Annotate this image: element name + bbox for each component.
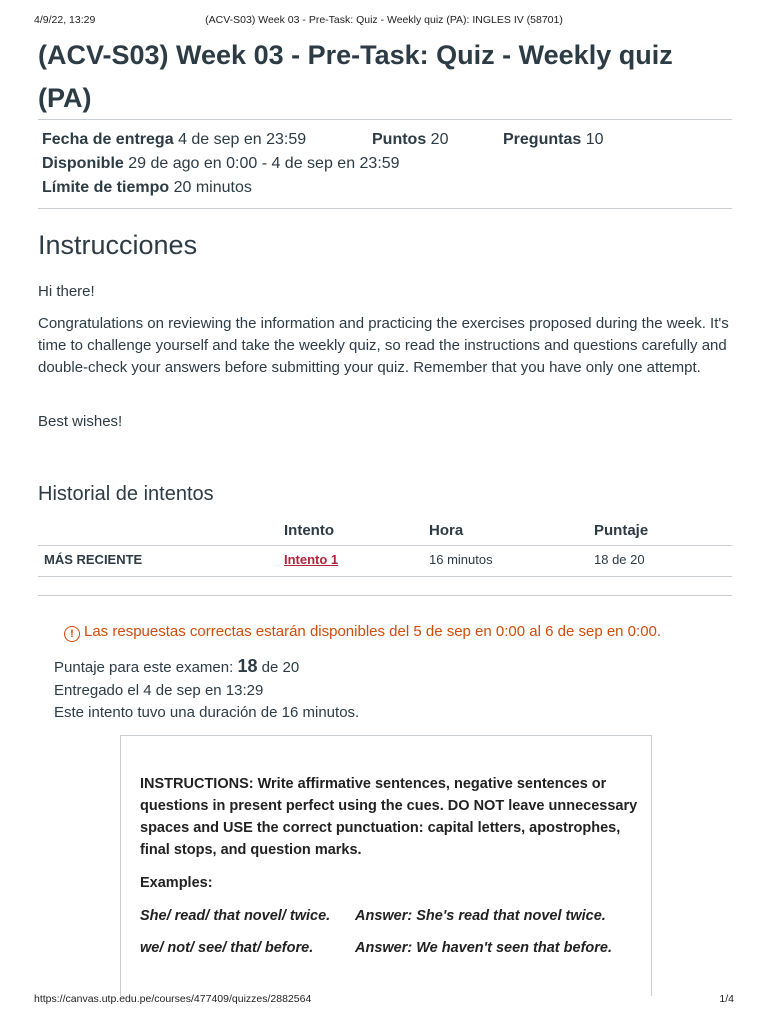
print-footer xyxy=(34,993,734,1007)
due-date-value: 4 de sep en 23:59 xyxy=(178,131,307,148)
divider xyxy=(38,595,732,596)
score-suffix: de 20 xyxy=(261,659,300,676)
warning-circle-icon: ! xyxy=(64,626,80,642)
example-1-answer: Answer: She's read that novel twice. xyxy=(355,908,606,924)
questions-row xyxy=(503,129,604,151)
print-header xyxy=(34,14,734,28)
divider xyxy=(38,208,732,209)
due-date-row xyxy=(42,129,306,151)
print-page-number: 1/4 xyxy=(719,993,734,1005)
example-2-answer: Answer: We haven't seen that before. xyxy=(355,940,612,956)
available-label: Disponible xyxy=(42,155,124,172)
submitted-date: Entregado el 4 de sep en 13:29 xyxy=(54,682,264,699)
questions-label: Preguntas xyxy=(503,131,582,148)
table-header-divider xyxy=(38,545,732,546)
available-value: 29 de ago en 0:00 - 4 de sep en 23:59 xyxy=(128,155,400,172)
time-limit-row xyxy=(42,177,252,199)
notice-text: Las respuestas correctas estarán disponibles del 5 de sep en 0:00 al 6 de sep en 0:00. xyxy=(84,623,662,640)
column-header-score: Puntaje xyxy=(594,522,649,539)
instructions-greeting: Hi there! xyxy=(38,283,95,300)
divider xyxy=(38,119,732,120)
quiz-title: (ACV-S03) Week 03 - Pre-Task: Quiz - Weekly quiz (PA) xyxy=(38,40,673,113)
instructions-body: Congratulations on reviewing the information and practicing the exercises proposed during the week. It's time to challenge yourself and take the weekly quiz, so read the instructions and questions carefully and double-check your answers before submitting your quiz. Remember that you have only one attempt. xyxy=(38,315,729,376)
column-header-attempt: Intento xyxy=(284,522,334,539)
score-value: 18 xyxy=(237,656,258,676)
example-1-cue: She/ read/ that novel/ twice. xyxy=(140,908,331,924)
print-title: (ACV-S03) Week 03 - Pre-Task: Quiz - Weekly quiz (PA): INGLES IV (58701) xyxy=(205,14,563,26)
example-2-cue: we/ not/ see/ that/ before. xyxy=(140,940,314,956)
due-date-label: Fecha de entrega xyxy=(42,131,174,148)
questions-value: 10 xyxy=(585,131,604,148)
attempt-history-heading: Historial de intentos xyxy=(38,483,214,505)
points-row xyxy=(372,129,448,151)
attempt-time: 16 minutos xyxy=(429,552,493,567)
instructions-heading: Instrucciones xyxy=(38,230,198,260)
answers-availability-notice xyxy=(64,622,661,642)
available-row xyxy=(42,153,400,175)
print-url: https://canvas.utp.edu.pe/courses/477409/quizzes/2882564 xyxy=(34,993,312,1005)
question-instructions: INSTRUCTIONS: Write affirmative sentences, negative sentences or questions in present perfect using the cues. DO NOT leave unnecessary spaces and USE the correct punctuation: capital letters, apostrophes, final stops, and question marks. xyxy=(140,776,638,858)
examples-label: Examples: xyxy=(140,875,213,891)
time-limit-value: 20 minutos xyxy=(173,179,252,196)
most-recent-label: MÁS RECIENTE xyxy=(44,552,143,567)
attempt-score: 18 de 20 xyxy=(594,552,645,567)
instructions-closing: Best wishes! xyxy=(38,413,123,430)
column-header-time: Hora xyxy=(429,522,464,539)
print-date: 4/9/22, 13:29 xyxy=(34,14,96,26)
table-row-divider xyxy=(38,576,732,577)
score-prefix: Puntaje para este examen: xyxy=(54,659,234,676)
quiz-score xyxy=(54,656,299,678)
points-value: 20 xyxy=(430,131,449,148)
points-label: Puntos xyxy=(372,131,427,148)
attempt-link[interactable]: Intento 1 xyxy=(284,552,339,567)
time-limit-label: Límite de tiempo xyxy=(42,179,170,196)
attempt-duration: Este intento tuvo una duración de 16 minutos. xyxy=(54,704,360,721)
